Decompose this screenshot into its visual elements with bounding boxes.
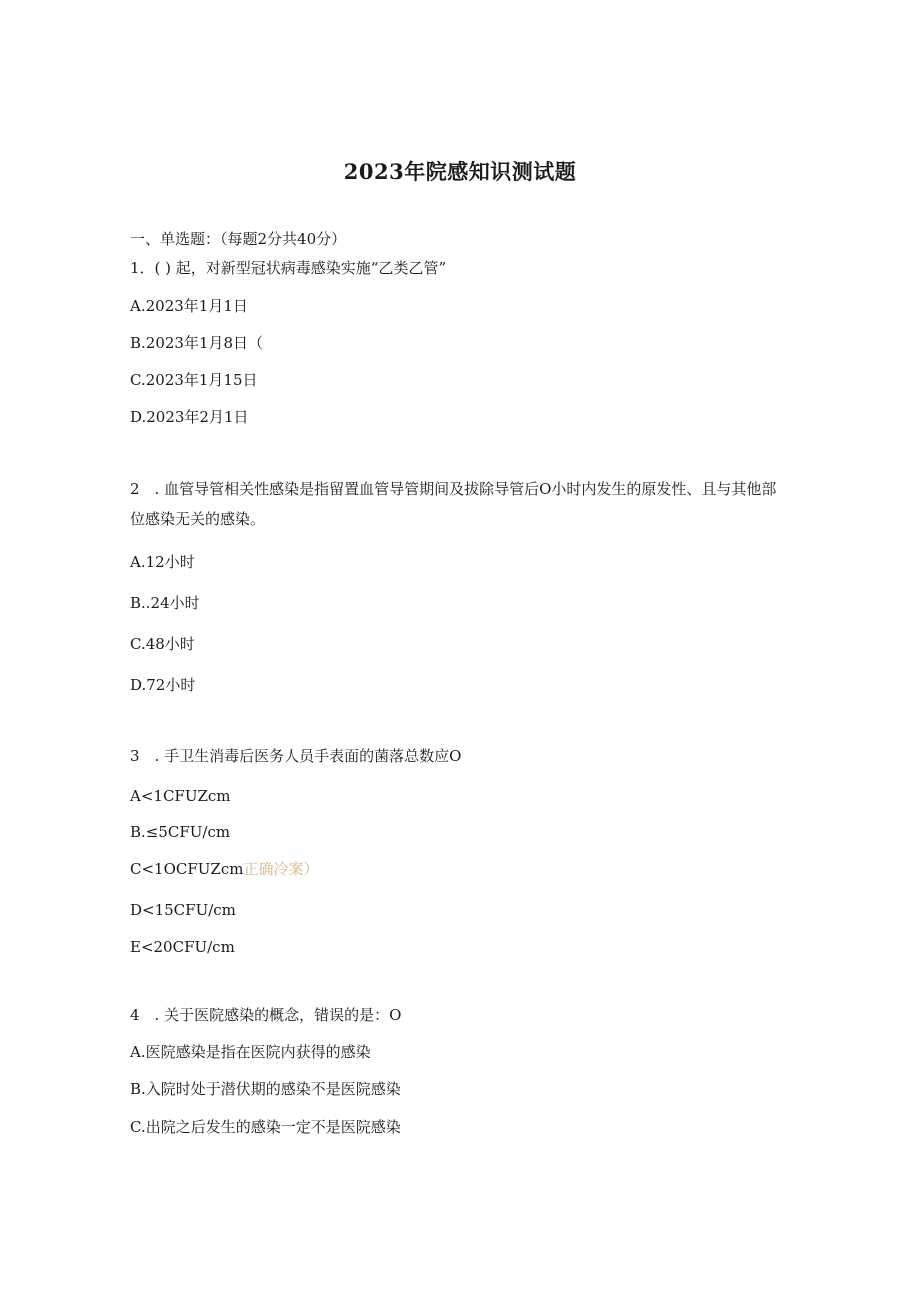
section-heading: 一、单选题：（每题2分共40分） [130,230,347,248]
option-d: D<15CFU∕cm [130,901,236,919]
question-stem: 3 . 手卫生消毒后医务人员手表面的菌落总数应O [130,747,462,765]
option-a: A.12小时 [130,553,195,571]
option-d: D.72小时 [130,676,196,694]
page-title: 2023年院感知识测试题 [343,159,577,184]
question-stem: 2 . 血管导管相关性感染是指留置血管导管期间及拔除导管后O小时内发生的原发性、且与其他部位感染无关的感染。 [130,480,777,528]
option-c: C.48小时 [130,635,195,653]
question-stem: 4 . 关于医院感染的概念，错误的是：O [130,1006,402,1024]
option-a: A.医院感染是指在医院内获得的感染 [130,1043,371,1061]
answer-hint: 正确冷案） [243,860,319,878]
option-b: B.入院时处于潜伏期的感染不是医院感染 [130,1080,401,1098]
option-e: E<20CFU∕cm [130,938,235,956]
option-b: B..24小时 [130,594,200,612]
option-b: B.2023年1月8日（ [130,334,264,352]
option-a: A.2023年1月1日 [130,297,248,315]
option-c: C<1OCFUZcm [130,860,244,878]
option-a: A<1CFUZcm [130,787,231,805]
option-c-row [130,859,318,879]
option-d: D.2023年2月1日 [130,408,249,426]
option-b: B.≤5CFU∕cm [130,823,231,841]
option-c: C.2023年1月15日 [130,371,258,389]
option-c: C.出院之后发生的感染一定不是医院感染 [130,1118,401,1136]
question-stem: 1．( ) 起，对新型冠状病毒感染实施“乙类乙管” [130,259,447,277]
